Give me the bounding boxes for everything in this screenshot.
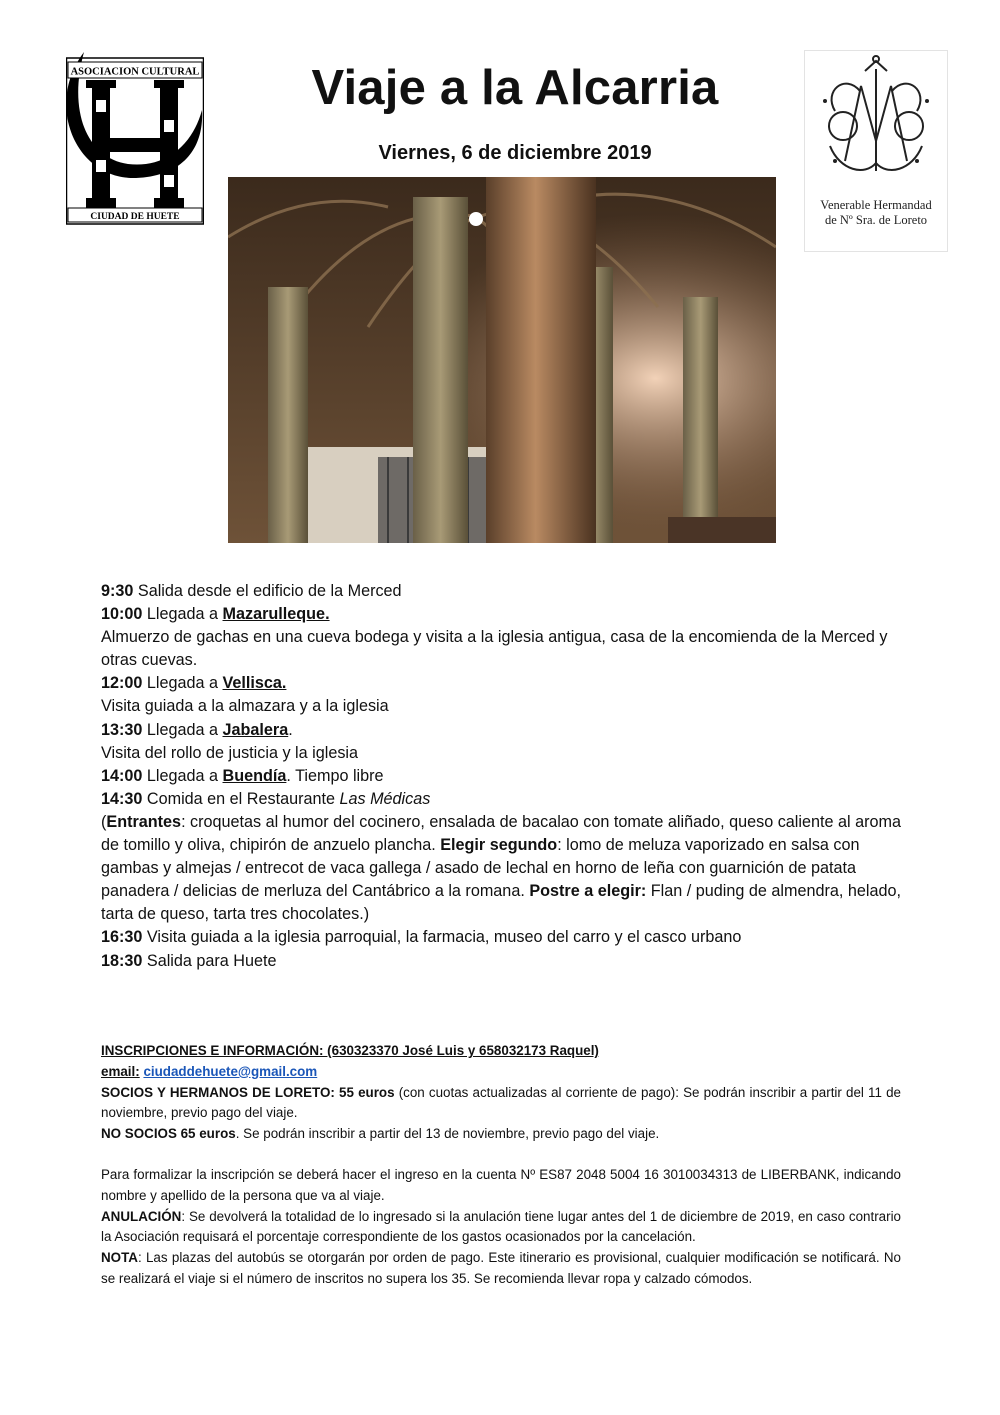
time: 13:30 bbox=[101, 720, 143, 739]
place-vellisca: Vellisca. bbox=[222, 674, 287, 693]
time: 14:00 bbox=[101, 766, 143, 785]
itinerary-item bbox=[101, 719, 911, 742]
place-jabalera: Jabalera bbox=[222, 720, 289, 739]
time: 10:00 bbox=[101, 605, 143, 624]
paren: ( bbox=[101, 812, 107, 831]
event-date: Viernes, 6 de diciembre 2019 bbox=[378, 142, 652, 164]
itinerary-item bbox=[101, 603, 911, 626]
itinerary-detail: Visita guiada a la almazara y a la iglesia bbox=[101, 697, 389, 716]
nota-text: : Las plazas del autobús se otorgarán por orden de pago. Este itinerario es provisional, cualquier modificación se notificará. No se realizará el viaje si el número de inscritos no supera los 35. Se recomienda llevar ropa y calzado cómodos. bbox=[101, 1250, 901, 1286]
itinerary-item bbox=[101, 765, 911, 788]
place-mazarulleque: Mazarulleque. bbox=[222, 605, 330, 624]
menu-entrantes-label: Entrantes bbox=[106, 812, 182, 831]
menu-postre-label: Postre a elegir: bbox=[529, 882, 647, 901]
socios-text: (con cuotas actualizadas al corriente de pago): Se podrán inscribir a partir del 11 de noviembre, previo pago del viaje. bbox=[101, 1084, 901, 1121]
activity: Llegada a bbox=[142, 766, 223, 785]
itinerary-item bbox=[101, 788, 911, 811]
nosocios-text: . Se podrán inscribir a partir del 13 de noviembre, previo pago del viaje. bbox=[235, 1126, 660, 1142]
monogram-icon bbox=[805, 51, 947, 191]
socios-price bbox=[101, 1083, 901, 1125]
anulacion-label: ANULACIÓN bbox=[101, 1208, 182, 1224]
registration-info bbox=[101, 1041, 901, 1290]
activity: Llegada a bbox=[142, 720, 223, 739]
itinerary-item bbox=[101, 672, 911, 695]
socios-label: SOCIOS Y HERMANOS DE LORETO: 55 euros bbox=[101, 1084, 395, 1100]
nota-label: NOTA bbox=[101, 1250, 138, 1266]
hermandad-loreto-logo bbox=[804, 50, 948, 252]
time: 18:30 bbox=[101, 951, 143, 970]
menu-segundo: : lomo de meluza vaporizado en salsa con gambas y almejas / entrecot de vaca gallega / asado de lechal en horno de leña con guarnición de patata panadera / delicias de merluza del Cantábrico a la romana. bbox=[101, 836, 860, 901]
menu-postre: Flan / puding de almendra, helado, tarta de queso, tarta tres chocolates.) bbox=[101, 882, 901, 924]
time: 14:30 bbox=[101, 789, 143, 808]
time: 9:30 bbox=[101, 582, 134, 600]
restaurant-name: Las Médicas bbox=[339, 789, 431, 808]
nosocios-price bbox=[101, 1124, 901, 1145]
registration-heading: INSCRIPCIONES E INFORMACIÓN: (630323370 José Luis y 658032173 Raquel) bbox=[101, 1043, 599, 1058]
punctuation: . bbox=[288, 720, 293, 739]
cancellation-policy bbox=[101, 1207, 901, 1249]
activity-suffix: . Tiempo libre bbox=[286, 766, 384, 785]
activity: Llegada a bbox=[142, 674, 223, 693]
activity: Comida en el Restaurante bbox=[142, 789, 340, 808]
logo-bottom-text: CIUDAD DE HUETE bbox=[90, 212, 180, 222]
logo-top-text: ASOCIACION CULTURAL bbox=[70, 66, 200, 78]
itinerary-detail: Visita del rollo de justicia y la iglesia bbox=[101, 743, 359, 762]
page-title: Viaje a la Alcarria bbox=[311, 61, 719, 115]
nosocios-label: NO SOCIOS 65 euros bbox=[101, 1126, 236, 1142]
email-link[interactable]: ciudaddehuete@gmail.com bbox=[143, 1063, 318, 1079]
anulacion-text: : Se devolverá la totalidad de lo ingresado si la anulación tiene lugar antes del 1 de diciembre de 2019, en caso contrario la Asociación requisará el porcentaje correspondiente de los gastos ocasionados por la cancelación. bbox=[101, 1208, 901, 1245]
itinerary bbox=[101, 580, 911, 973]
activity: Visita guiada a la iglesia parroquial, la farmacia, museo del carro y el casco urbano bbox=[142, 928, 742, 947]
activity: Salida desde el edificio de la Merced bbox=[133, 582, 402, 600]
activity: Llegada a bbox=[142, 605, 223, 624]
menu-description bbox=[101, 811, 911, 926]
itinerary-item bbox=[101, 926, 911, 949]
logo-right-line1: Venerable Hermandad bbox=[820, 198, 932, 212]
activity: Salida para Huete bbox=[142, 951, 277, 970]
church-interior-photo bbox=[228, 177, 776, 543]
itinerary-detail: Almuerzo de gachas en una cueva bodega y visita a la iglesia antigua, casa de la encomienda de la Merced y otras cuevas. bbox=[101, 628, 888, 670]
logo-right-line2: de Nº Sra. de Loreto bbox=[824, 213, 928, 227]
itinerary-item bbox=[101, 580, 911, 603]
asociacion-cultural-logo bbox=[66, 50, 204, 225]
time: 16:30 bbox=[101, 928, 143, 947]
itinerary-item bbox=[101, 950, 911, 973]
payment-instructions: Para formalizar la inscripción se deberá hacer el ingreso en la cuenta Nº ES87 2048 5004 16 3010034313 de LIBERBANK, indicando nombre y apellido de la persona que va al viaje. bbox=[101, 1166, 901, 1203]
note bbox=[101, 1248, 901, 1290]
menu-segundo-label: Elegir segundo bbox=[440, 836, 558, 855]
place-buendia: Buendía bbox=[222, 766, 287, 785]
menu-entrantes: : croquetas al humor del cocinero, ensalada de bacalao con tomate aliñado, queso caliente al aroma de tomillo y oliva, chipirón de anzuelo plancha. bbox=[101, 812, 901, 855]
email-label: email: bbox=[101, 1063, 140, 1079]
time: 12:00 bbox=[101, 674, 143, 693]
